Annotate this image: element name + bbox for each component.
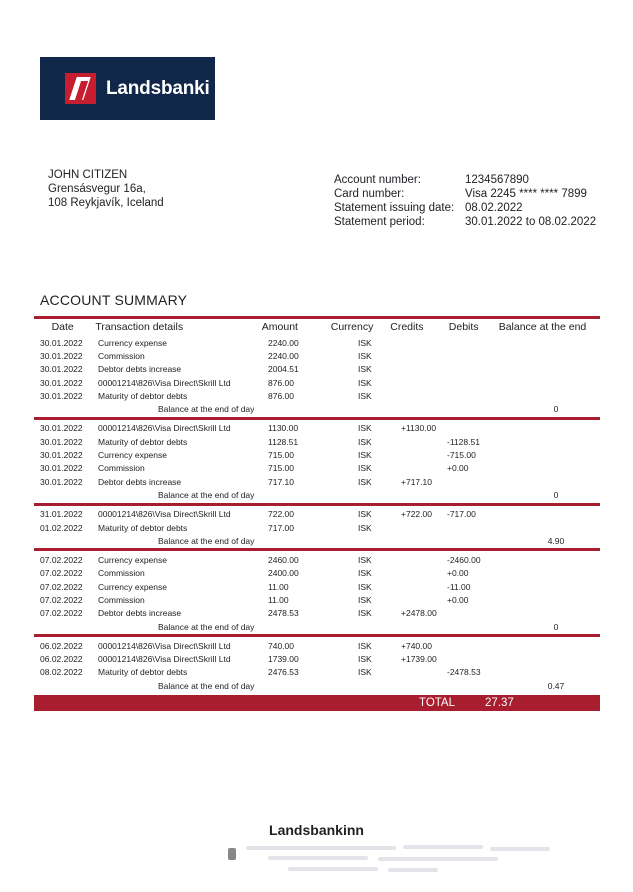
cell-amount: 1739.00	[268, 654, 299, 665]
cell-date: 30.01.2022	[40, 337, 83, 348]
cell-currency: ISK	[358, 423, 372, 434]
total-value: 27.37	[485, 697, 514, 710]
cell-credit: +740.00	[401, 640, 432, 651]
col-balance: Balance at the end	[498, 320, 587, 333]
cell-currency: ISK	[358, 377, 372, 388]
client-name: JOHN CITIZEN	[48, 169, 128, 181]
cell-date: 30.01.2022	[40, 390, 83, 401]
table-row	[34, 363, 600, 376]
cell-debit: +0.00	[447, 594, 469, 605]
cell-amount: 2240.00	[268, 337, 299, 348]
cell-date: 30.01.2022	[40, 377, 83, 388]
cell-credit: +722.00	[401, 509, 432, 520]
end-of-day-label: Balance at the end of day	[158, 489, 255, 500]
end-of-day-balance: 0.47	[547, 680, 565, 691]
meta-label: Statement period:	[334, 216, 425, 228]
table-row	[34, 475, 600, 488]
cell-details: 00001214\826\Visa Direct\Skrill Ltd	[98, 423, 231, 434]
cell-amount: 1130.00	[268, 423, 299, 434]
table-row	[34, 389, 600, 402]
meta-value: 1234567890	[465, 174, 529, 186]
cell-credit: +1130.00	[401, 423, 437, 434]
cell-details: Debtor debts increase	[98, 608, 182, 619]
cell-amount: 717.00	[268, 522, 294, 533]
table-row	[34, 462, 600, 475]
cell-amount: 2476.53	[268, 667, 299, 678]
end-of-day-row	[34, 402, 600, 415]
cell-details: Currency expense	[98, 337, 167, 348]
summary-title: ACCOUNT SUMMARY	[40, 292, 188, 308]
cell-details: Currency expense	[98, 581, 167, 592]
table-row	[34, 508, 600, 521]
cell-details: Maturity of debtor debts	[98, 390, 188, 401]
cell-currency: ISK	[358, 364, 372, 375]
col-debits: Debits	[448, 320, 479, 333]
cell-amount: 715.00	[268, 463, 294, 474]
meta-row	[334, 173, 596, 187]
meta-label: Account number:	[334, 174, 421, 186]
cell-details: Debtor debts increase	[98, 476, 182, 487]
cell-details: Currency expense	[98, 450, 167, 461]
table-row	[34, 653, 600, 666]
cell-date: 30.01.2022	[40, 350, 83, 361]
cell-amount: 715.00	[268, 450, 294, 461]
cell-credit: +2478.00	[401, 608, 437, 619]
cell-details: Commission	[98, 594, 145, 605]
cell-date: 30.01.2022	[40, 364, 83, 375]
table-row	[34, 521, 600, 534]
cell-debit: -1128.51	[447, 436, 480, 447]
client-city: 108 Reykjavík, Iceland	[48, 197, 164, 209]
cell-date: 07.02.2022	[40, 608, 83, 619]
end-of-day-balance: 0	[553, 489, 559, 500]
cell-amount: 2478.53	[268, 608, 299, 619]
cell-currency: ISK	[358, 594, 372, 605]
transaction-groups	[34, 334, 600, 693]
cell-amount: 2400.00	[268, 568, 299, 579]
cell-details: Commission	[98, 463, 145, 474]
cell-amount: 876.00	[268, 377, 294, 388]
table-row	[34, 336, 600, 349]
blurred-footer-text	[228, 842, 558, 880]
cell-date: 01.02.2022	[40, 522, 83, 533]
cell-details: Debtor debts increase	[98, 364, 182, 375]
client-street: Grensásvegur 16a,	[48, 183, 146, 195]
statement-meta	[334, 173, 596, 229]
table-row	[34, 567, 600, 580]
end-of-day-balance: 0	[553, 621, 559, 632]
table-row	[34, 607, 600, 620]
cell-debit: -717.00	[447, 509, 476, 520]
table-row	[34, 376, 600, 389]
cell-details: 00001214\826\Visa Direct\Skrill Ltd	[98, 509, 231, 520]
cell-date: 07.02.2022	[40, 581, 83, 592]
cell-currency: ISK	[358, 509, 372, 520]
cell-date: 08.02.2022	[40, 667, 83, 678]
cell-details: Maturity of debtor debts	[98, 667, 188, 678]
col-currency: Currency	[330, 320, 374, 333]
total-label: TOTAL	[419, 697, 455, 710]
cell-credit: +1739.00	[401, 654, 437, 665]
cell-details: Commission	[98, 568, 145, 579]
transaction-group	[34, 334, 600, 417]
cell-amount: 2460.00	[268, 555, 299, 566]
end-of-day-row	[34, 679, 600, 692]
cell-currency: ISK	[358, 436, 372, 447]
cell-details: 00001214\826\Visa Direct\Skrill Ltd	[98, 377, 231, 388]
col-credits: Credits	[390, 320, 424, 333]
cell-debit: -2478.53	[447, 667, 481, 678]
cell-currency: ISK	[358, 522, 372, 533]
meta-label: Statement issuing date:	[334, 202, 455, 214]
cell-date: 30.01.2022	[40, 450, 83, 461]
cell-date: 07.02.2022	[40, 568, 83, 579]
end-of-day-balance: 4.90	[547, 535, 565, 546]
cell-debit: -2460.00	[447, 555, 481, 566]
table-row	[34, 435, 600, 448]
cell-amount: 11.00	[268, 581, 289, 592]
meta-value: 30.01.2022 to 08.02.2022	[465, 216, 597, 228]
cell-date: 30.01.2022	[40, 436, 83, 447]
end-of-day-balance: 0	[553, 404, 559, 415]
table-row	[34, 593, 600, 606]
cell-currency: ISK	[358, 640, 372, 651]
cell-date: 30.01.2022	[40, 476, 83, 487]
col-details: Transaction details	[95, 320, 184, 333]
cell-amount: 876.00	[268, 390, 294, 401]
meta-row	[334, 215, 596, 229]
meta-value: Visa 2245 **** **** 7899	[465, 188, 587, 200]
cell-date: 07.02.2022	[40, 594, 83, 605]
cell-date: 30.01.2022	[40, 463, 83, 474]
cell-amount: 11.00	[268, 594, 289, 605]
transaction-group	[34, 420, 600, 503]
client-address	[48, 168, 164, 210]
cell-details: Currency expense	[98, 555, 167, 566]
cell-date: 30.01.2022	[40, 423, 83, 434]
cell-credit: +717.10	[401, 476, 432, 487]
end-of-day-label: Balance at the end of day	[158, 535, 255, 546]
transaction-group	[34, 506, 600, 549]
meta-value: 08.02.2022	[465, 202, 523, 214]
cell-amount: 722.00	[268, 509, 294, 520]
cell-details: 00001214\826\Visa Direct\Skrill Ltd	[98, 640, 231, 651]
cell-date: 07.02.2022	[40, 555, 83, 566]
cell-details: Maturity of debtor debts	[98, 436, 188, 447]
table-row	[34, 639, 600, 652]
cell-currency: ISK	[358, 608, 372, 619]
cell-amount: 740.00	[268, 640, 294, 651]
cell-details: Commission	[98, 350, 145, 361]
cell-date: 31.01.2022	[40, 509, 83, 520]
cell-currency: ISK	[358, 568, 372, 579]
cell-currency: ISK	[358, 390, 372, 401]
cell-currency: ISK	[358, 555, 372, 566]
cell-currency: ISK	[358, 654, 372, 665]
cell-currency: ISK	[358, 476, 372, 487]
end-of-day-row	[34, 534, 600, 547]
transaction-group	[34, 637, 600, 693]
table-row	[34, 580, 600, 593]
cell-amount: 717.10	[268, 476, 294, 487]
total-bar	[34, 695, 600, 711]
meta-label: Card number:	[334, 188, 405, 200]
meta-row	[334, 201, 596, 215]
table-row	[34, 422, 600, 435]
cell-date: 06.02.2022	[40, 654, 83, 665]
table-header	[34, 319, 600, 334]
transaction-group	[34, 551, 600, 634]
cell-debit: -715.00	[447, 450, 476, 461]
col-date: Date	[51, 320, 74, 333]
cell-amount: 1128.51	[268, 436, 299, 447]
end-of-day-row	[34, 620, 600, 633]
end-of-day-label: Balance at the end of day	[158, 680, 255, 691]
meta-row	[334, 187, 596, 201]
account-summary-table	[34, 316, 600, 711]
landsbanki-logo-icon	[65, 73, 96, 104]
table-row	[34, 349, 600, 362]
cell-currency: ISK	[358, 450, 372, 461]
end-of-day-row	[34, 488, 600, 501]
cell-currency: ISK	[358, 581, 372, 592]
cell-details: Maturity of debtor debts	[98, 522, 188, 533]
cell-details: 00001214\826\Visa Direct\Skrill Ltd	[98, 654, 231, 665]
cell-currency: ISK	[358, 667, 372, 678]
end-of-day-label: Balance at the end of day	[158, 404, 255, 415]
footer-bank-name: Landsbankinn	[269, 822, 364, 838]
cell-amount: 2240.00	[268, 350, 299, 361]
logo-text: Landsbanki	[106, 77, 210, 99]
bank-logo	[40, 57, 215, 120]
cell-debit: +0.00	[447, 463, 469, 474]
cell-debit: -11.00	[447, 581, 471, 592]
table-row	[34, 448, 600, 461]
cell-currency: ISK	[358, 350, 372, 361]
end-of-day-label: Balance at the end of day	[158, 621, 255, 632]
cell-debit: +0.00	[447, 568, 469, 579]
cell-currency: ISK	[358, 337, 372, 348]
table-row	[34, 553, 600, 566]
cell-currency: ISK	[358, 463, 372, 474]
cell-amount: 2004.51	[268, 364, 299, 375]
table-row	[34, 666, 600, 679]
col-amount: Amount	[261, 320, 298, 333]
cell-date: 06.02.2022	[40, 640, 83, 651]
